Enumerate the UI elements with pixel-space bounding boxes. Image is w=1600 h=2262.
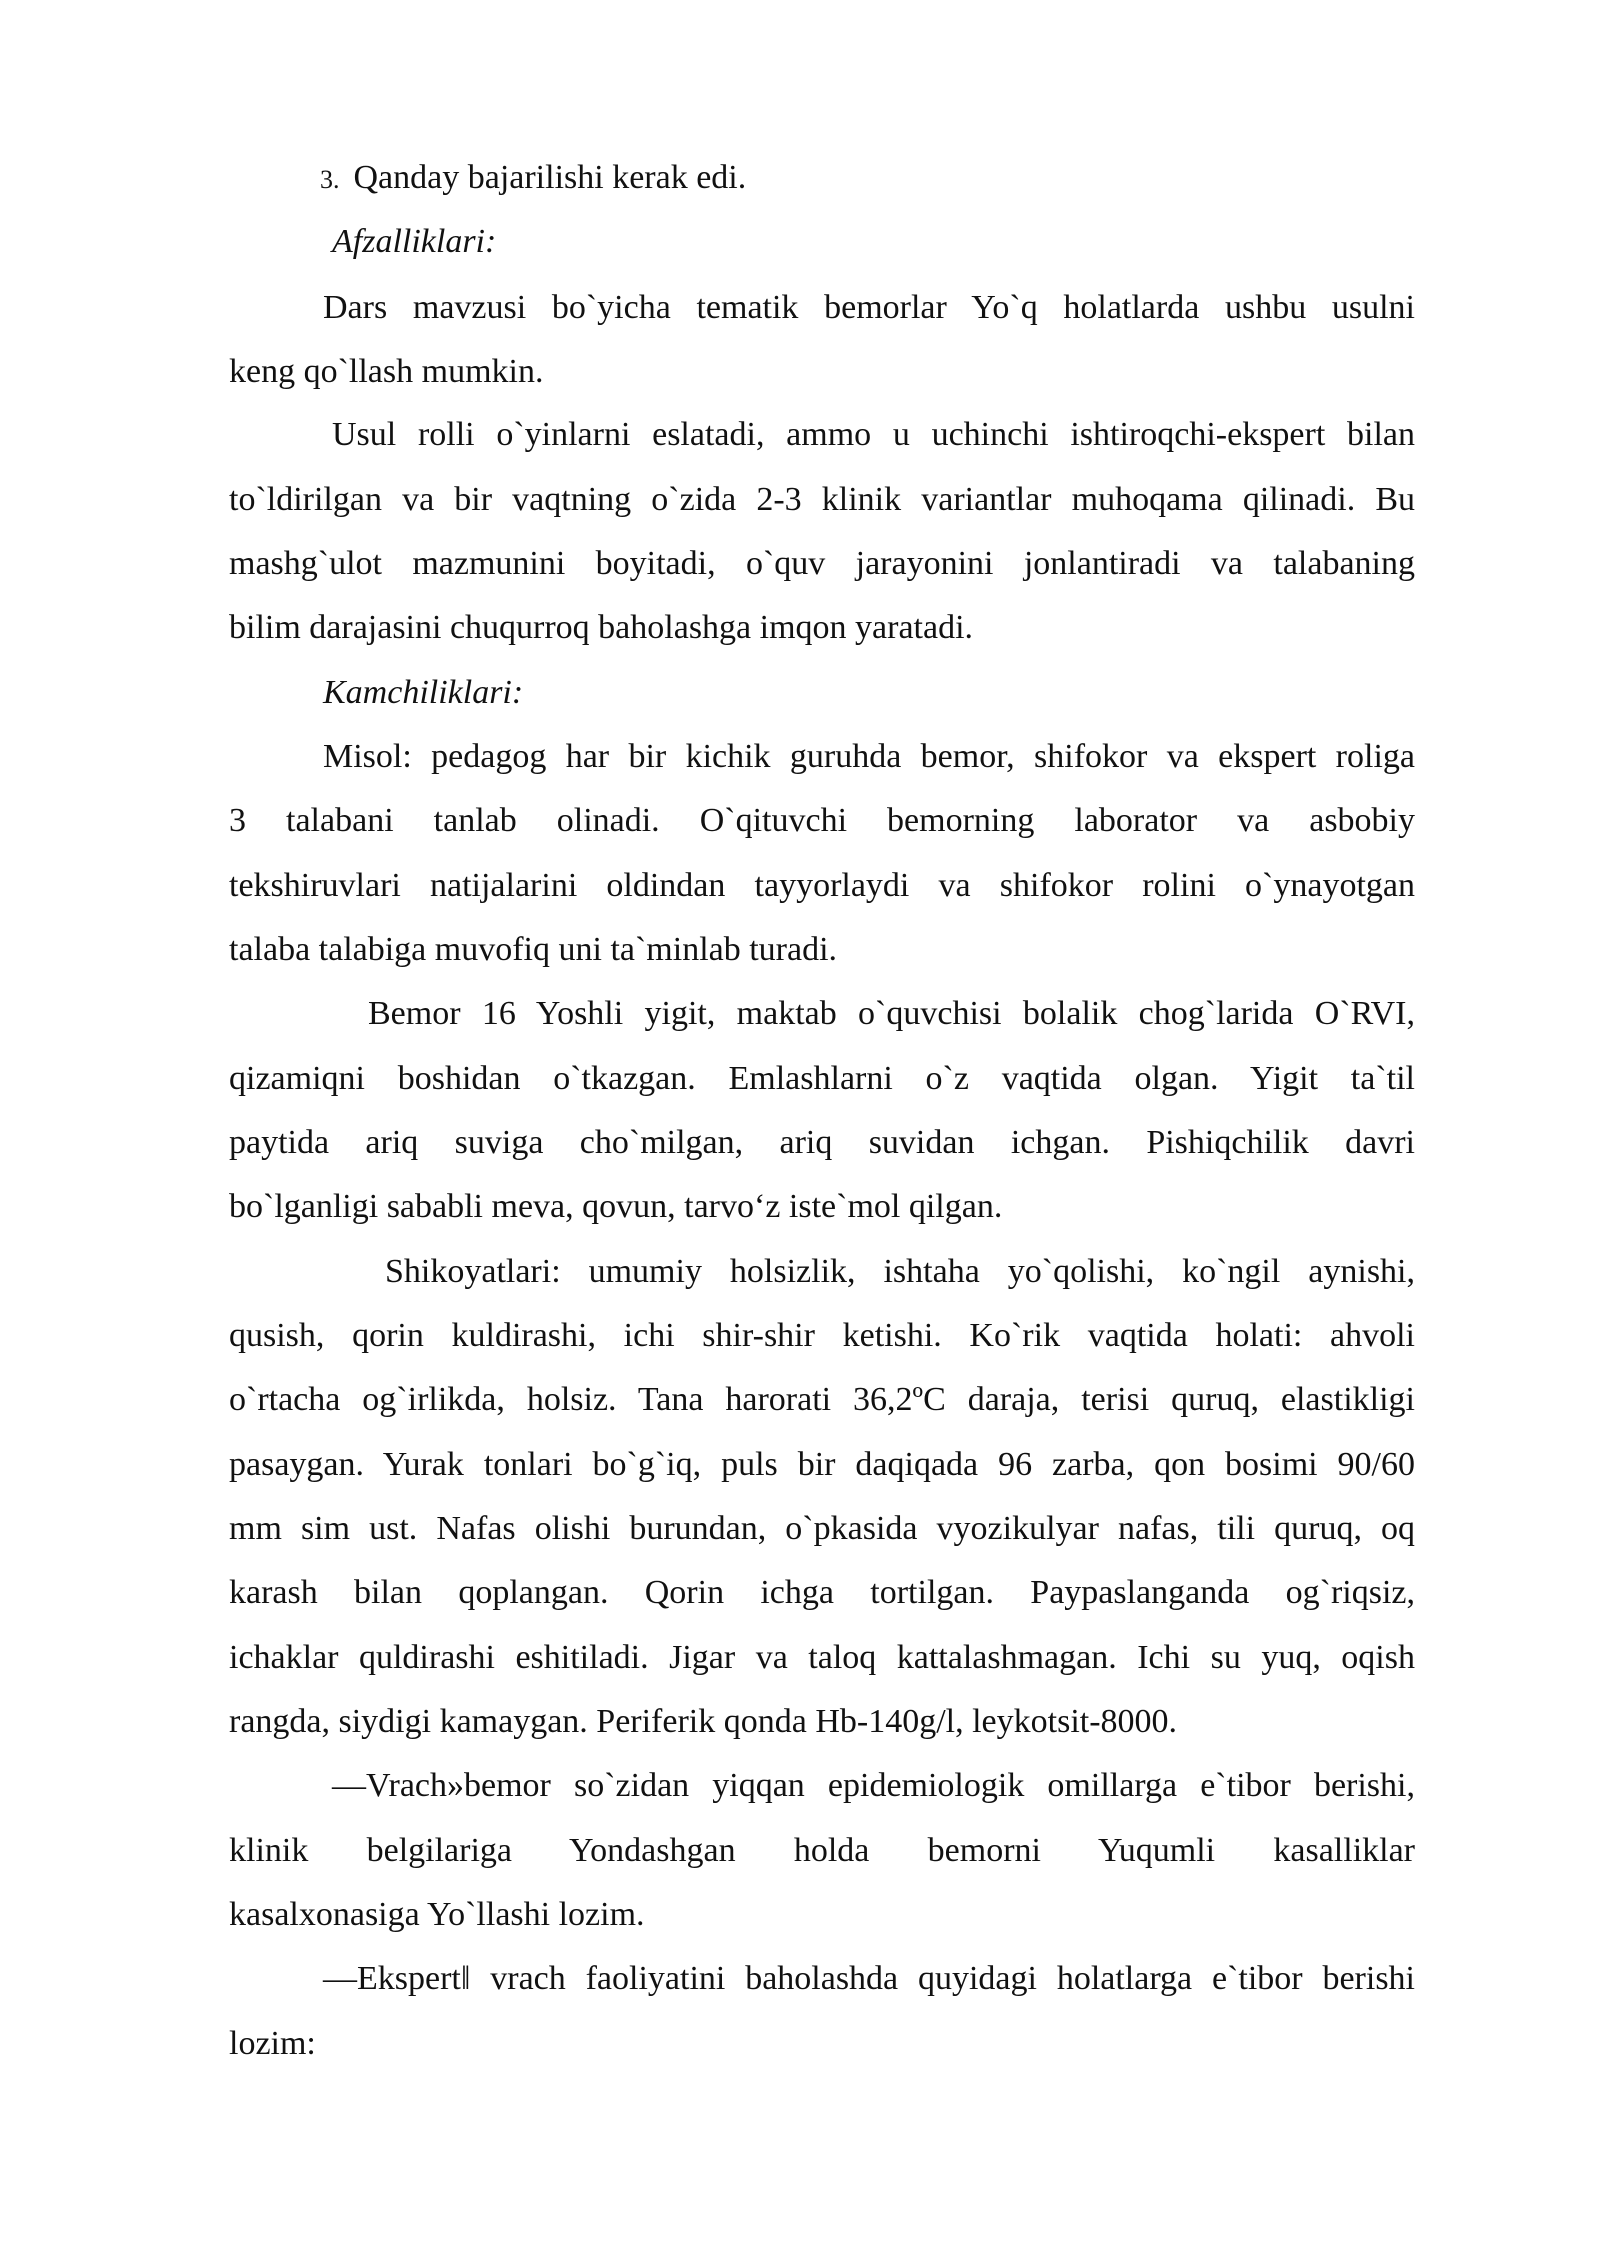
paragraph-line: paytida ariq suviga cho`milgan, ariq suvidan ichgan. Pishiqchilik davri (229, 1124, 1415, 1161)
paragraph-line: to`ldirilgan va bir vaqtning o`zida 2-3 klinik variantlar muhoqama qilinadi. Bu (229, 481, 1415, 518)
paragraph-line: 3 talabani tanlab olinadi. O`qituvchi bemorning laborator va asbobiy (229, 802, 1415, 839)
paragraph-line: Bemor 16 Yoshli yigit, maktab o`quvchisi bolalik chog`larida O`RVI, (368, 995, 1415, 1032)
list-item-text: Qanday bajarilishi kerak edi. (353, 159, 747, 196)
paragraph-line: talaba talabiga muvofiq uni ta`minlab turadi. (229, 931, 838, 968)
list-item-3 (320, 158, 1506, 200)
paragraph-line: ichaklar quldirashi eshitiladi. Jigar va taloq kattalashmagan. Ichi su yuq, oqish (229, 1639, 1415, 1676)
list-number: 3. (320, 165, 340, 194)
paragraph-line: Usul rolli o`yinlarni eslatadi, ammo u uchinchi ishtiroqchi-ekspert bilan (332, 416, 1415, 453)
section-heading-advantages: Afzalliklari: (332, 223, 497, 260)
paragraph-line: karash bilan qoplangan. Qorin ichga tortilgan. Paypaslanganda og`riqsiz, (229, 1574, 1415, 1611)
paragraph-line: klinik belgilariga Yondashgan holda bemorni Yuqumli kasalliklar (229, 1832, 1415, 1869)
paragraph-line: keng qo`llash mumkin. (229, 353, 544, 390)
paragraph-line: Shikoyatlari: umumiy holsizlik, ishtaha yo`qolishi, ko`ngil aynishi, (385, 1253, 1415, 1290)
paragraph-line: o`rtacha og`irlikda, holsiz. Tana harorati 36,2ºC daraja, terisi quruq, elastikligi (229, 1381, 1415, 1418)
paragraph-line: rangda, siydigi kamaygan. Periferik qonda Hb-140g/l, leykotsit-8000. (229, 1703, 1178, 1740)
paragraph-line: qusish, qorin kuldirashi, ichi shir-shir ketishi. Ko`rik vaqtida holati: ahvoli (229, 1317, 1415, 1354)
paragraph-line: kasalxonasiga Yo`llashi lozim. (229, 1896, 645, 1933)
paragraph-line: ―Ekspert‖ vrach faoliyatini baholashda quyidagi holatlarga e`tibor berishi (323, 1960, 1415, 1997)
paragraph-line: ―Vrach»bemor so`zidan yiqqan epidemiologik omillarga e`tibor berishi, (332, 1767, 1415, 1804)
section-heading-disadvantages: Kamchiliklari: (323, 674, 524, 711)
paragraph-line: mm sim ust. Nafas olishi burundan, o`pkasida vyozikulyar nafas, tili quruq, oq (229, 1510, 1415, 1547)
paragraph-line: tekshiruvlari natijalarini oldindan tayyorlaydi va shifokor rolini o`ynayotgan (229, 867, 1415, 904)
paragraph-line: qizamiqni boshidan o`tkazgan. Emlashlarni o`z vaqtida olgan. Yigit ta`til (229, 1060, 1415, 1097)
paragraph-line: lozim: (229, 2025, 316, 2062)
paragraph-line: Dars mavzusi bo`yicha tematik bemorlar Yo`q holatlarda ushbu usulni (323, 289, 1415, 326)
paragraph-line: pasaygan. Yurak tonlari bo`g`iq, puls bir daqiqada 96 zarba, qon bosimi 90/60 (229, 1446, 1415, 1483)
paragraph-line: Misol: pedagog har bir kichik guruhda bemor, shifokor va ekspert roliga (323, 738, 1415, 775)
paragraph-line: mashg`ulot mazmunini boyitadi, o`quv jarayonini jonlantiradi va talabaning (229, 545, 1415, 582)
paragraph-line: bilim darajasini chuqurroq baholashga imqon yaratadi. (229, 609, 974, 646)
paragraph-line: bo`lganligi sababli meva, qovun, tarvo‘z iste`mol qilgan. (229, 1188, 1003, 1225)
